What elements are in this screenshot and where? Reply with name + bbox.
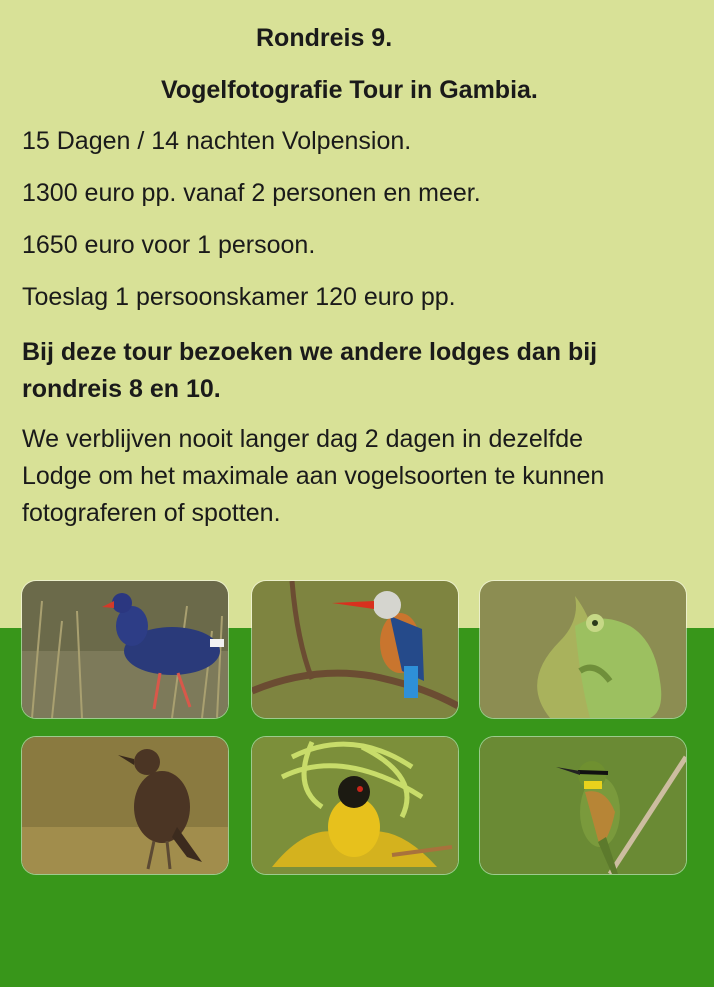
duration-text: 15 Dagen / 14 nachten Volpension. [22,127,412,155]
photo-weaver-bird[interactable] [252,737,458,874]
page-title: Rondreis 9. [256,24,393,52]
page-subtitle: Vogelfotografie Tour in Gambia. [161,76,538,104]
stay-note [22,421,692,532]
photo-bee-eater[interactable] [480,737,686,874]
stay-note-line-1: We verblijven nooit langer dag 2 dagen in dezelfde [22,425,584,453]
stay-note-line-2: Lodge om het maximale aan vogelsoorten te kunnen [22,462,605,490]
photo-purple-swamphen[interactable] [22,581,228,718]
photo-grey-headed-kingfisher[interactable] [252,581,458,718]
photo-brown-bird[interactable] [22,737,228,874]
lodges-note-line-2: rondreis 8 en 10. [22,375,221,403]
lodges-note [22,334,692,408]
lodges-note-line-1: Bij deze tour bezoeken we andere lodges dan bij [22,338,598,366]
price-single-text: 1650 euro voor 1 persoon. [22,231,316,259]
photo-chameleon[interactable] [480,581,686,718]
price-group-text: 1300 euro pp. vanaf 2 personen en meer. [22,179,481,207]
stay-note-line-3: fotograferen of spotten. [22,499,281,527]
surcharge-text: Toeslag 1 persoonskamer 120 euro pp. [22,283,456,311]
